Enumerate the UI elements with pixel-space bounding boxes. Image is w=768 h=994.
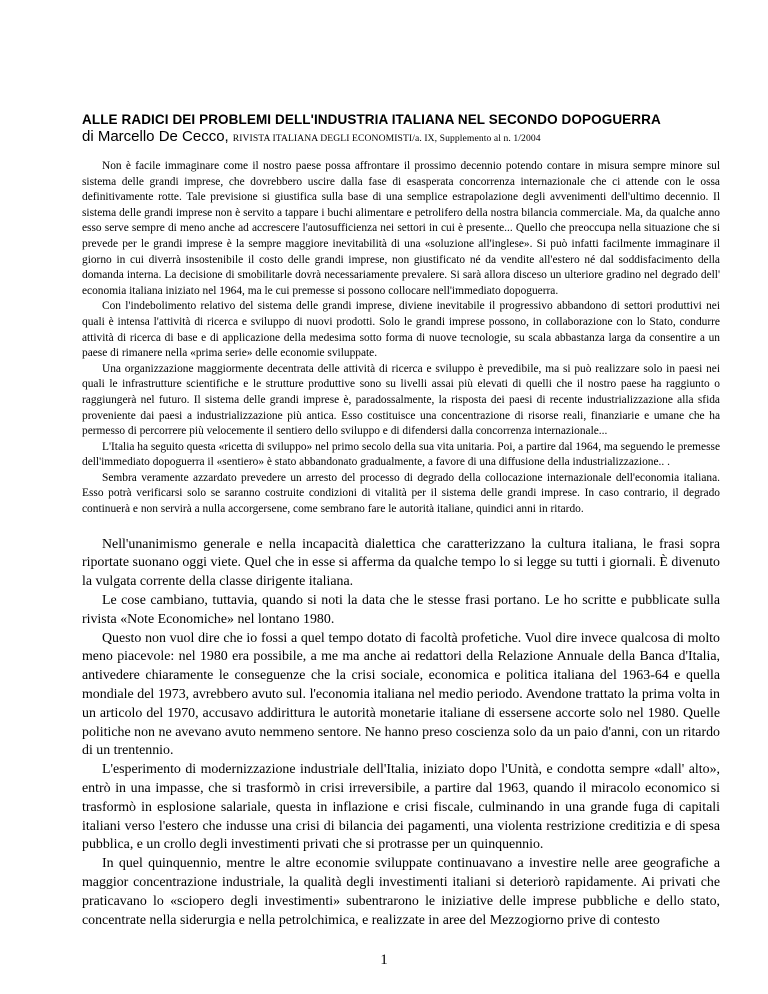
article-title: ALLE RADICI DEI PROBLEMI DELL'INDUSTRIA ITALIANA NEL SECONDO DOPOGUERRA (82, 112, 661, 127)
body-paragraph: Questo non vuol dire che io fossi a quel tempo dotato di facoltà profetiche. Vuol dire invece qualcosa di molto meno piacevole: nel 1980 era possibile, a me ma anche ai redattori della Relazione Annuale della Banca d'Italia, antivedere chiaramente le conseguenze che la crisi sociale, economica e politica italiana del 1963-64 e quella mondiale del 1973, avrebbero avuto sul. l'economia italiana nel medio periodo. Avendone trattato la prima volta in un articolo del 1970, accusavo addirittura le autorità monetarie italiane di essersene accorte solo nel 1980. Quelle politiche non ne avevano avuto nemmeno sentore. Ne hanno preso coscienza solo da un paio d'anni, con un ritardo di un trentennio. (82, 630, 720, 759)
publication-source: RIVISTA ITALIANA DEGLI ECONOMISTI/a. IX, Supplemento al n. 1/2004 (232, 133, 541, 144)
author-name: di Marcello De Cecco, (82, 128, 229, 145)
quote-paragraph: Sembra veramente azzardato prevedere un arresto del processo di degrado della collocazione internazionale dell'economia italiana. Esso potrà verificarsi solo se saranno costruite condizioni di vitalità per il sistema delle grandi imprese. In caso contrario, il degrado continuerà e non servirà a nulla accorgersene, come sembrano fare le autorità italiane, quindici anni in ritardo. (82, 471, 720, 516)
article-body (82, 536, 720, 931)
byline (82, 128, 720, 147)
body-paragraph: In quel quinquennio, mentre le altre economie sviluppate continuavano a investire nelle aree geografiche a maggior concentrazione industriale, la qualità degli investimenti italiani si deteriorò rapidamente. Ai privati che praticavano lo «sciopero degli investimenti» subentrarono le iniziative delle imprese pubbliche e dello stato, concentrate nella siderurgia e nella petrolchimica, e realizzate in aree del Mezzogiorno prive di contesto (82, 856, 720, 928)
body-paragraph: L'esperimento di modernizzazione industriale dell'Italia, iniziato dopo l'Unità, e condotta sempre «dall' alto», entrò in una impasse, che si trasformò in crisi irreversibile, a partire dal 1963, quando il miracolo economico si trasformò in esplosione salariale, questa in inflazione e crisi fiscale, culminando in una grande fuga di capitali italiani verso l'estero che indusse una crisi di bilancia dei pagamenti, una violenta restrizione creditizia e di spesa pubblica, e un crollo degli investimenti privati che si protrasse per un quinquennio. (82, 762, 720, 853)
quote-paragraph: Con l'indebolimento relativo del sistema delle grandi imprese, diviene inevitabile il progressivo abbandono di settori produttivi nei quali è intensa l'attività di ricerca e sviluppo di nuovi prodotti. Solo le grandi imprese possono, in collaborazione con lo Stato, condurre attività di ricerca di base e di applicazione della medesima sotto forma di nuove tecnologie, su scala abbastanza larga da consentire a un paese di rimanere nella «prima serie» delle economie sviluppate. (82, 300, 720, 360)
quote-paragraph: L'Italia ha seguito questa «ricetta di sviluppo» nel primo secolo della sua vita unitaria. Poi, a partire dal 1964, ma seguendo le premesse dell'immediato dopoguerra il «sentiero» è stato abbandonato gradualmente, a favore di una diffusione della industrializzazione.. . (82, 440, 720, 469)
body-paragraph: Nell'unanimismo generale e nella incapacità dialettica che caratterizzano la cultura italiana, le frasi sopra riportate suonano oggi viete. Quel che in esse si afferma da qualche tempo lo si legge su tutti i giornali. È divenuto la vulgata corrente della classe dirigente italiana. (82, 536, 720, 590)
opening-quotation (82, 159, 720, 518)
quote-paragraph: Non è facile immaginare come il nostro paese possa affrontare il prossimo decennio potendo contare in misura sempre minore sul sistema delle grandi imprese, che dovrebbero uscire dalla fase di esasperata concorrenza internazionale che ci attende con le ossa definitivamente rotte. Tale previsione si giustifica sulla base di una semplice estrapolazione degli avvenimenti dell'ultimo decennio. Il sistema delle grandi imprese non è servito a tappare i buchi alimentare e petrolifero della nostra bilancia commerciale. Ma, da qualche anno esso serve sempre di meno anche ad accrescere l'autosufficienza nei settori in cui è presente... Quello che preoccupa nella situazione che si prevede per le grandi imprese è la sempre maggiore inevitabilità di una «soluzione all'inglese». Si può infatti facilmente immaginare il giorno in cui diverrà insostenibile il costo delle grandi imprese, non giustificato né da vendite all'estero né dal soddisfacimento della domanda interna. La decisione di smobilitarle dovrà necessariamente prevalere. Si sarà allora disceso un ulteriore gradino nel degrado dell' economia italiana iniziato nel 1964, ma le cui premesse si possono collocare nell'immediato dopoguerra. (82, 160, 720, 297)
body-paragraph: Le cose cambiano, tuttavia, quando si noti la data che le stesse frasi portano. Le ho scritte e pubblicate sulla rivista «Note Economiche» nel lontano 1980. (82, 593, 720, 627)
quote-paragraph: Una organizzazione maggiormente decentrata delle attività di ricerca e sviluppo è prevedibile, ma si può realizzare solo in paesi nei quali le infrastrutture scientifiche e le strutture produttive sono su livelli assai più elevati di quelli che il nostro paese ha raggiunto o raggiungerà nel futuro. Il sistema delle grandi imprese è, paradossalmente, la risposta dei paesi di recente industrializzazione alla sfida proveniente dai paesi a industrializzazione più antica. Esso costituisce una concentrazione di risorse reali, finanziarie e umane che ha permesso di percorrere più velocemente il sentiero dello sviluppo e di difendersi dalla concorrenza internazionale... (82, 362, 720, 438)
page-number: 1 (380, 952, 388, 968)
